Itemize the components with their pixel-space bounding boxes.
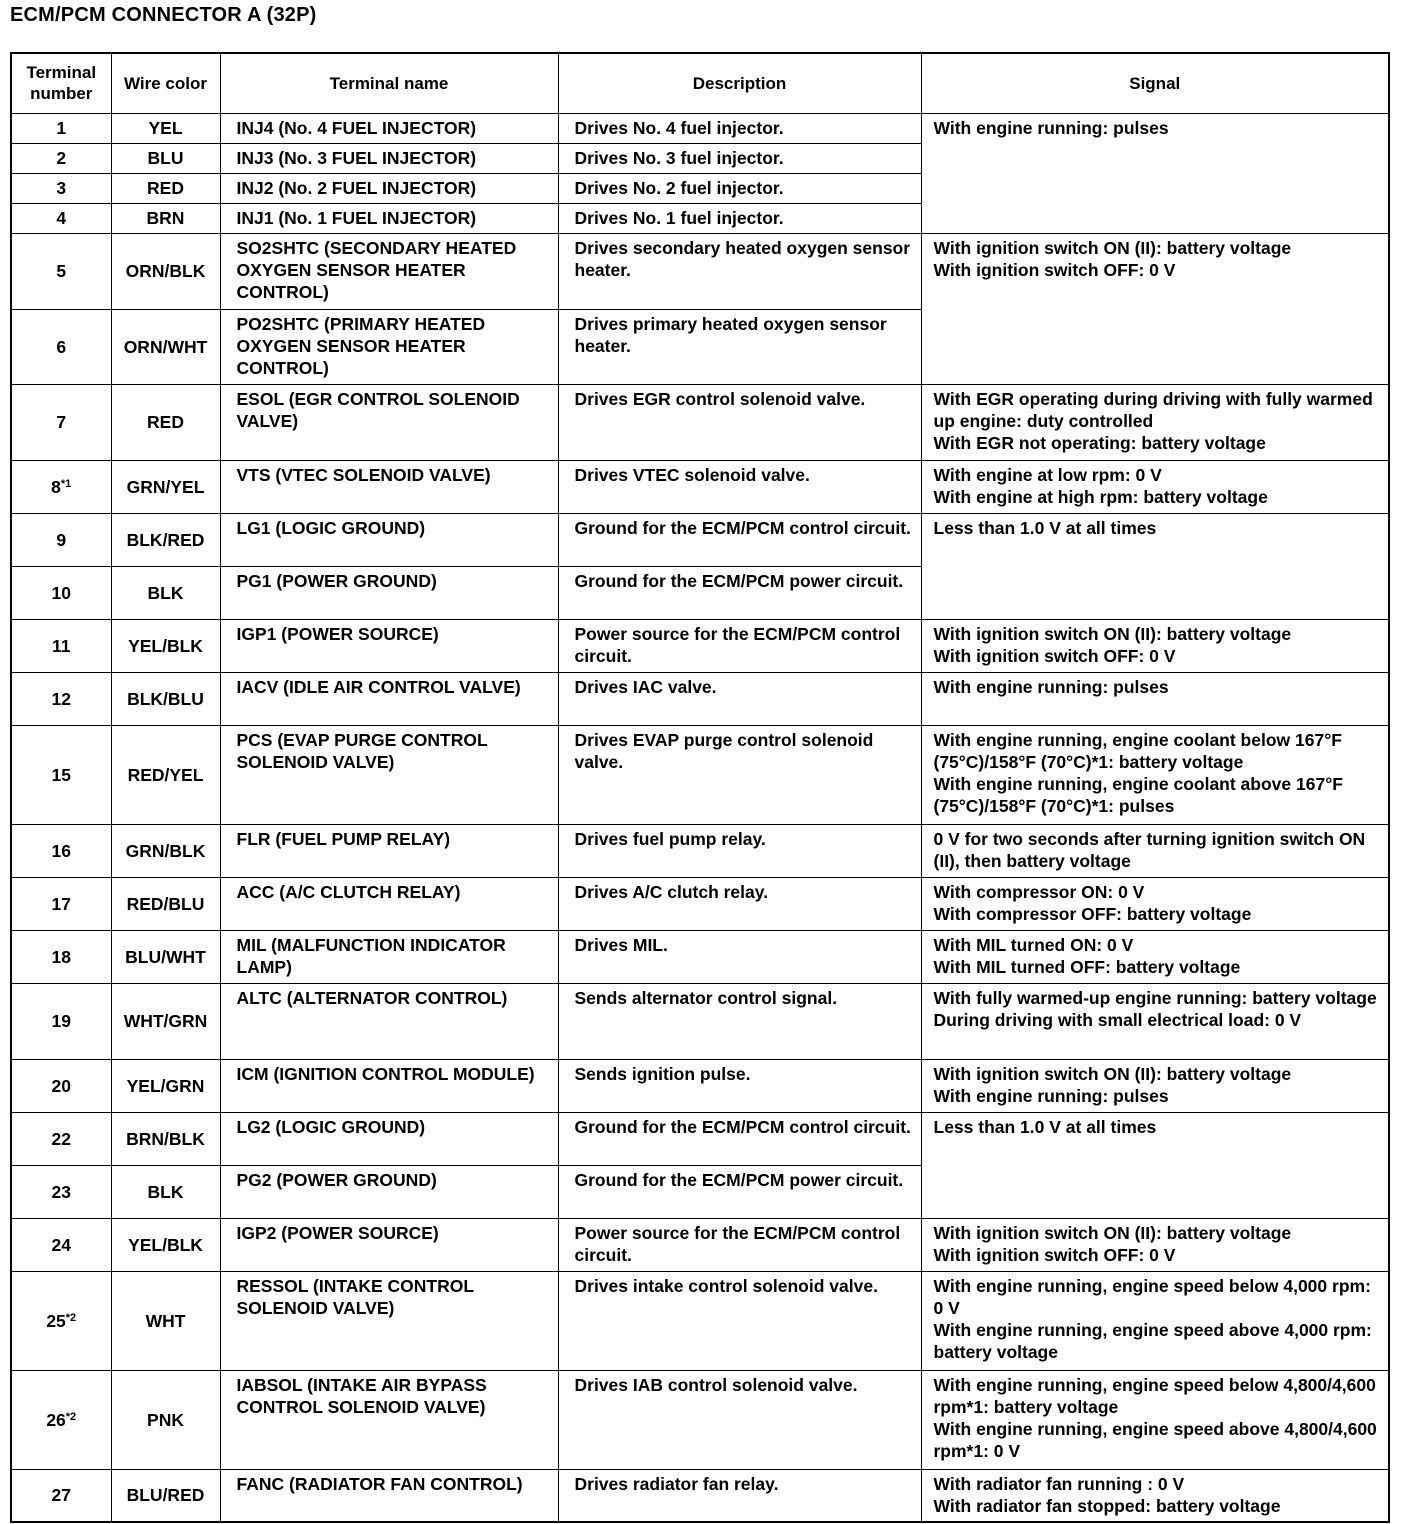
terminal-name-cell: PG2 (POWER GROUND)	[220, 1165, 558, 1218]
signal-line: With engine running, engine speed above 4,800/4,600 rpm*1: 0 V	[933, 1418, 1377, 1461]
signal-line: With engine running: pulses	[933, 117, 1169, 138]
terminal-number: 27	[51, 1485, 71, 1506]
signal-line: With MIL turned ON: 0 V	[933, 934, 1134, 955]
header-wire-color: Wire color	[111, 53, 220, 113]
terminal-number-cell	[11, 1370, 111, 1469]
table-row	[11, 619, 1389, 672]
terminal-number-cell	[11, 930, 111, 983]
terminal-name-cell: IACV (IDLE AIR CONTROL VALVE)	[220, 672, 558, 725]
terminal-number-cell	[11, 513, 111, 566]
signal-line: With ignition switch OFF: 0 V	[933, 645, 1176, 666]
description-cell: Drives fuel pump relay.	[558, 824, 921, 877]
terminal-number-cell	[11, 1271, 111, 1370]
terminal-name-cell: IGP2 (POWER SOURCE)	[220, 1218, 558, 1271]
wire-color-cell: BLU	[111, 143, 220, 173]
terminal-number: 15	[51, 764, 71, 785]
terminal-number: 16	[51, 840, 71, 861]
signal-line: With engine running: pulses	[933, 1085, 1169, 1106]
wire-color-cell: RED	[111, 173, 220, 203]
terminal-number: 23	[51, 1181, 71, 1202]
signal-line: With MIL turned OFF: battery voltage	[933, 956, 1241, 977]
terminal-name-cell: LG2 (LOGIC GROUND)	[220, 1112, 558, 1165]
terminal-name-cell: INJ1 (No. 1 FUEL INJECTOR)	[220, 203, 558, 233]
terminal-number: 7	[56, 412, 67, 432]
table-row	[11, 1218, 1389, 1271]
terminal-number: 4	[56, 208, 67, 228]
table-row	[11, 877, 1389, 930]
signal-cell	[921, 619, 1389, 672]
terminal-number-cell	[11, 983, 111, 1059]
signal-line: During driving with small electrical load: 0 V	[933, 1009, 1302, 1030]
wire-color-cell: BLK/BLU	[111, 672, 220, 725]
signal-cell	[921, 930, 1389, 983]
terminal-number-cell	[11, 1469, 111, 1522]
description-cell: Drives No. 2 fuel injector.	[558, 173, 921, 203]
terminal-name-cell: RESSOL (INTAKE CONTROL SOLENOID VALVE)	[220, 1271, 558, 1370]
wire-color-cell: BLK/RED	[111, 513, 220, 566]
terminal-number: 9	[56, 529, 67, 550]
signal-line: 0 V for two seconds after turning ignition switch ON (II), then battery voltage	[933, 828, 1366, 871]
terminal-number-cell	[11, 384, 111, 460]
signal-line: With ignition switch ON (II): battery voltage	[933, 623, 1292, 644]
wire-color-cell: RED/BLU	[111, 877, 220, 930]
signal-line: With ignition switch ON (II): battery voltage	[933, 1063, 1292, 1084]
wire-color-cell: WHT	[111, 1271, 220, 1370]
terminal-number-cell	[11, 1059, 111, 1112]
table-row	[11, 233, 1389, 309]
signal-cell	[921, 1059, 1389, 1112]
terminal-number-cell	[11, 203, 111, 233]
terminal-name-cell: VTS (VTEC SOLENOID VALVE)	[220, 460, 558, 513]
description-cell: Drives EVAP purge control solenoid valve.	[558, 725, 921, 824]
table-row	[11, 1271, 1389, 1370]
description-cell: Ground for the ECM/PCM power circuit.	[558, 566, 921, 619]
terminal-number-cell	[11, 672, 111, 725]
signal-line: With engine running, engine speed below 4,000 rpm: 0 V	[933, 1275, 1371, 1318]
table-row	[11, 725, 1389, 824]
terminal-number-cell	[11, 460, 111, 513]
header-terminal-number: Terminal number	[11, 53, 111, 113]
wire-color-cell: BRN	[111, 203, 220, 233]
description-cell: Drives MIL.	[558, 930, 921, 983]
signal-cell	[921, 672, 1389, 725]
wire-color-cell: YEL	[111, 113, 220, 143]
terminal-name-cell: ESOL (EGR CONTROL SOLENOID VALVE)	[220, 384, 558, 460]
terminal-name-cell: ICM (IGNITION CONTROL MODULE)	[220, 1059, 558, 1112]
terminal-name-cell: SO2SHTC (SECONDARY HEATED OXYGEN SENSOR HEATER CONTROL)	[220, 233, 558, 309]
description-cell: Drives radiator fan relay.	[558, 1469, 921, 1522]
terminal-number-cell	[11, 1218, 111, 1271]
table-row	[11, 1469, 1389, 1522]
header-terminal-name: Terminal name	[220, 53, 558, 113]
terminal-number: 17	[51, 893, 71, 914]
terminal-number: 24	[51, 1234, 71, 1255]
terminal-number: 6	[56, 336, 67, 357]
signal-cell	[921, 824, 1389, 877]
signal-line: With engine running: pulses	[933, 676, 1169, 697]
page-title: ECM/PCM CONNECTOR A (32P)	[10, 4, 317, 26]
terminal-number-cell	[11, 173, 111, 203]
terminal-number: 8	[51, 476, 61, 497]
wire-color-cell: BLU/RED	[111, 1469, 220, 1522]
terminal-name-cell: PO2SHTC (PRIMARY HEATED OXYGEN SENSOR HEATER CONTROL)	[220, 309, 558, 384]
terminal-number-cell	[11, 1165, 111, 1218]
terminal-name-cell: PG1 (POWER GROUND)	[220, 566, 558, 619]
signal-cell	[921, 233, 1389, 384]
terminal-name-cell: FANC (RADIATOR FAN CONTROL)	[220, 1469, 558, 1522]
description-cell: Drives No. 4 fuel injector.	[558, 113, 921, 143]
terminal-name-cell: IABSOL (INTAKE AIR BYPASS CONTROL SOLENOID VALVE)	[220, 1370, 558, 1469]
signal-line: With engine at low rpm: 0 V	[933, 464, 1162, 485]
wire-color-cell: BLU/WHT	[111, 930, 220, 983]
table-body	[11, 113, 1389, 1522]
terminal-number-cell	[11, 619, 111, 672]
signal-cell	[921, 513, 1389, 619]
table-row	[11, 384, 1389, 460]
signal-cell	[921, 1370, 1389, 1469]
terminal-name-cell: INJ3 (No. 3 FUEL INJECTOR)	[220, 143, 558, 173]
signal-cell	[921, 983, 1389, 1059]
terminal-name-cell: ALTC (ALTERNATOR CONTROL)	[220, 983, 558, 1059]
terminal-name-cell: INJ2 (No. 2 FUEL INJECTOR)	[220, 173, 558, 203]
signal-line: With engine running, engine speed below 4,800/4,600 rpm*1: battery voltage	[933, 1374, 1376, 1417]
description-cell: Power source for the ECM/PCM control circuit.	[558, 619, 921, 672]
signal-line: With ignition switch ON (II): battery voltage	[933, 1222, 1292, 1243]
description-cell: Drives intake control solenoid valve.	[558, 1271, 921, 1370]
signal-line: With EGR not operating: battery voltage	[933, 432, 1266, 453]
signal-line: With ignition switch OFF: 0 V	[933, 259, 1176, 280]
signal-line: With engine running, engine coolant below 167°F (75°C)/158°F (70°C)*1: battery voltage	[933, 729, 1342, 772]
terminal-number-cell	[11, 233, 111, 309]
terminal-name-cell: MIL (MALFUNCTION INDICATOR LAMP)	[220, 930, 558, 983]
description-cell: Ground for the ECM/PCM power circuit.	[558, 1165, 921, 1218]
signal-line: With radiator fan running : 0 V	[933, 1473, 1185, 1494]
wire-color-cell: GRN/BLK	[111, 824, 220, 877]
signal-line: With engine running, engine coolant above 167°F (75°C)/158°F (70°C)*1: pulses	[933, 773, 1343, 816]
signal-line: With EGR operating during driving with fully warmed up engine: duty controlled	[933, 388, 1373, 431]
terminal-number: 1	[56, 118, 67, 138]
description-cell: Drives A/C clutch relay.	[558, 877, 921, 930]
terminal-footnote-mark: *1	[60, 477, 72, 490]
terminal-number-cell	[11, 143, 111, 173]
signal-cell	[921, 460, 1389, 513]
signal-cell	[921, 1112, 1389, 1218]
wire-color-cell: YEL/GRN	[111, 1059, 220, 1112]
description-cell: Ground for the ECM/PCM control circuit.	[558, 513, 921, 566]
signal-line: Less than 1.0 V at all times	[933, 517, 1157, 538]
wire-color-cell: ORN/WHT	[111, 309, 220, 384]
terminal-name-cell: FLR (FUEL PUMP RELAY)	[220, 824, 558, 877]
terminal-number: 3	[56, 178, 67, 198]
terminal-number: 19	[51, 1011, 71, 1031]
description-cell: Drives IAB control solenoid valve.	[558, 1370, 921, 1469]
terminal-number: 26	[46, 1409, 66, 1430]
table-row	[11, 824, 1389, 877]
description-cell: Drives No. 1 fuel injector.	[558, 203, 921, 233]
terminal-name-cell: IGP1 (POWER SOURCE)	[220, 619, 558, 672]
table-row	[11, 113, 1389, 143]
signal-cell	[921, 725, 1389, 824]
signal-cell	[921, 384, 1389, 460]
signal-line: With compressor ON: 0 V	[933, 881, 1145, 902]
signal-line: With ignition switch OFF: 0 V	[933, 1244, 1176, 1265]
terminal-number-cell	[11, 824, 111, 877]
terminal-name-cell: LG1 (LOGIC GROUND)	[220, 513, 558, 566]
terminal-number-cell	[11, 725, 111, 824]
terminal-number-cell	[11, 113, 111, 143]
table-row	[11, 1370, 1389, 1469]
connector-pinout-table	[10, 52, 1390, 1523]
terminal-number: 10	[51, 582, 71, 603]
header-description: Description	[558, 53, 921, 113]
terminal-number-cell	[11, 566, 111, 619]
terminal-footnote-mark: *2	[65, 1410, 77, 1423]
signal-cell	[921, 113, 1389, 233]
description-cell: Sends alternator control signal.	[558, 983, 921, 1059]
header-row	[11, 53, 1389, 113]
signal-line: With ignition switch ON (II): battery voltage	[933, 237, 1292, 258]
wire-color-cell: RED	[111, 384, 220, 460]
terminal-number: 25	[46, 1310, 66, 1331]
description-cell: Drives IAC valve.	[558, 672, 921, 725]
wire-color-cell: ORN/BLK	[111, 233, 220, 309]
signal-cell	[921, 1469, 1389, 1522]
table-row	[11, 1059, 1389, 1112]
description-cell: Drives VTEC solenoid valve.	[558, 460, 921, 513]
description-cell: Drives primary heated oxygen sensor heater.	[558, 309, 921, 384]
terminal-number: 2	[56, 148, 67, 168]
description-cell: Sends ignition pulse.	[558, 1059, 921, 1112]
terminal-number: 11	[52, 635, 71, 656]
signal-line: With engine at high rpm: battery voltage	[933, 486, 1268, 507]
terminal-number: 12	[51, 688, 71, 709]
wire-color-cell: GRN/YEL	[111, 460, 220, 513]
signal-line: With radiator fan stopped: battery voltage	[933, 1495, 1281, 1516]
terminal-name-cell: PCS (EVAP PURGE CONTROL SOLENOID VALVE)	[220, 725, 558, 824]
signal-line: With engine running, engine speed above 4,000 rpm: battery voltage	[933, 1319, 1372, 1362]
wire-color-cell: BLK	[111, 566, 220, 619]
wire-color-cell: YEL/BLK	[111, 1218, 220, 1271]
terminal-number-cell	[11, 309, 111, 384]
terminal-name-cell: ACC (A/C CLUTCH RELAY)	[220, 877, 558, 930]
signal-line: Less than 1.0 V at all times	[933, 1116, 1157, 1137]
description-cell: Drives secondary heated oxygen sensor heater.	[558, 233, 921, 309]
table-row	[11, 672, 1389, 725]
signal-line: With fully warmed-up engine running: battery voltage	[933, 987, 1377, 1008]
header-signal: Signal	[921, 53, 1389, 113]
terminal-number: 22	[51, 1128, 71, 1149]
signal-cell	[921, 1218, 1389, 1271]
signal-cell	[921, 1271, 1389, 1370]
description-cell: Power source for the ECM/PCM control circuit.	[558, 1218, 921, 1271]
terminal-footnote-mark: *2	[65, 1311, 77, 1324]
table-row	[11, 983, 1389, 1059]
description-cell: Ground for the ECM/PCM control circuit.	[558, 1112, 921, 1165]
table-row	[11, 460, 1389, 513]
wire-color-cell: WHT/GRN	[111, 983, 220, 1059]
wire-color-cell: BRN/BLK	[111, 1112, 220, 1165]
signal-line: With compressor OFF: battery voltage	[933, 903, 1252, 924]
description-cell: Drives EGR control solenoid valve.	[558, 384, 921, 460]
wire-color-cell: BLK	[111, 1165, 220, 1218]
terminal-number: 18	[51, 946, 71, 967]
table-row	[11, 513, 1389, 566]
terminal-name-cell: INJ4 (No. 4 FUEL INJECTOR)	[220, 113, 558, 143]
terminal-number: 5	[56, 261, 67, 281]
terminal-number-cell	[11, 1112, 111, 1165]
wire-color-cell: PNK	[111, 1370, 220, 1469]
wire-color-cell: RED/YEL	[111, 725, 220, 824]
terminal-number: 20	[51, 1075, 71, 1096]
table-row	[11, 930, 1389, 983]
terminal-number-cell	[11, 877, 111, 930]
description-cell: Drives No. 3 fuel injector.	[558, 143, 921, 173]
wire-color-cell: YEL/BLK	[111, 619, 220, 672]
table-row	[11, 1112, 1389, 1165]
signal-cell	[921, 877, 1389, 930]
